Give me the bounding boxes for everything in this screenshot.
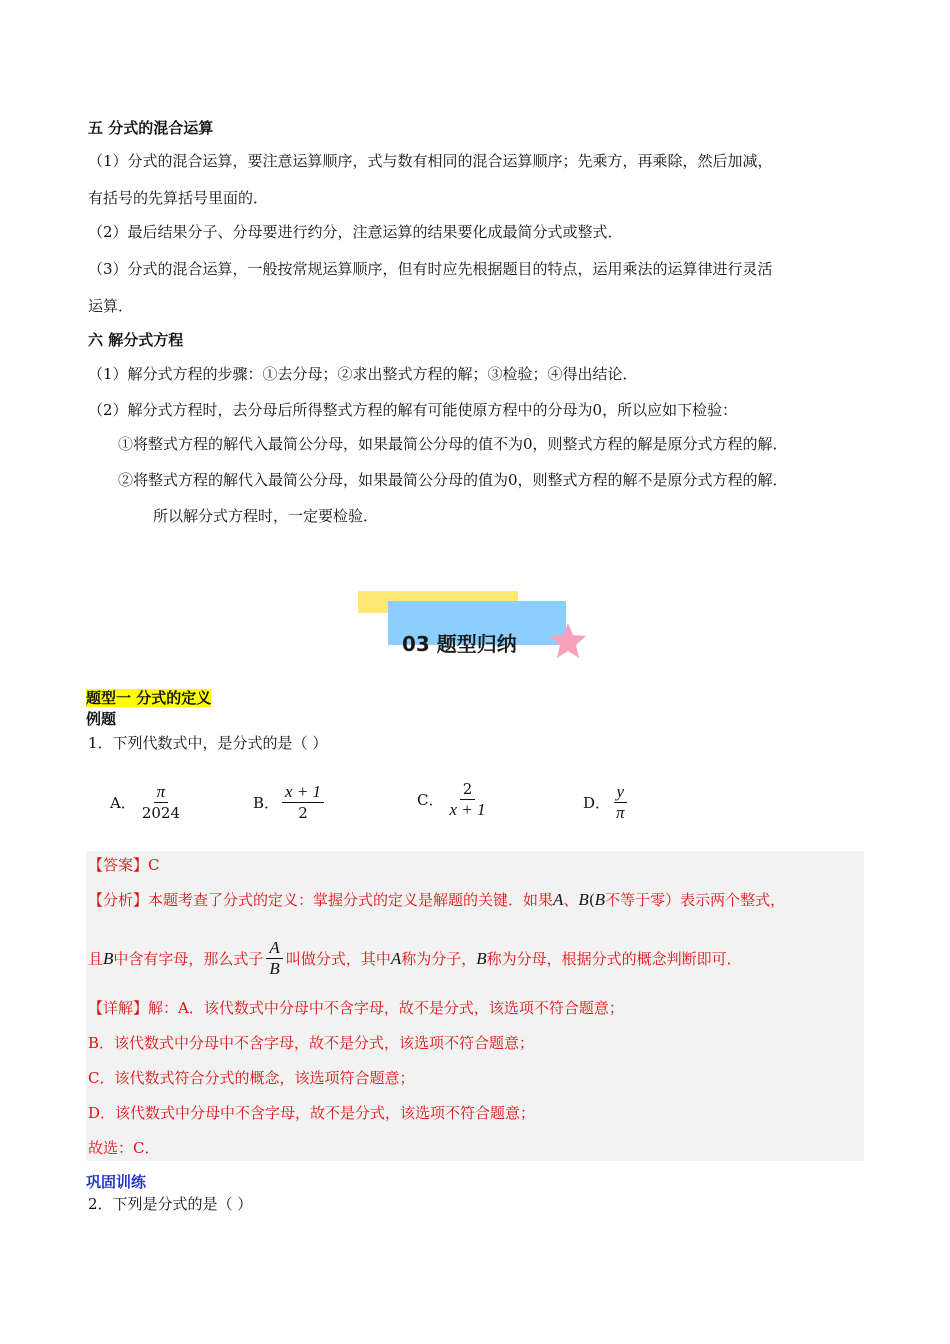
analysis2-d: 叫做分式，其中 [285,950,391,968]
section6-title: 六 解分式方程 [88,331,184,349]
section6-p1: （1）解分式方程的步骤：①去分母；②求出整式方程的解；③检验；④得出结论． [88,365,638,383]
answer-line: 【答案】C [88,856,160,874]
detail-line1: 【详解】解：A．该代数式中分母中不含字母，故不是分式，该选项不符合题意； [88,999,624,1017]
question-2: 2．下列是分式的是（ ） [88,1195,253,1213]
analysis2-var-a: A [390,948,402,968]
type1-title: 题型一 分式的定义 [86,689,212,707]
analysis2-f: 称为分子， [401,950,477,968]
section5-p3b: 运算． [88,297,134,315]
analysis2-var-b: B [103,948,114,968]
option-b-denominator: 2 [298,804,308,822]
analysis2-a: 且 [88,950,104,968]
type1-title-wrap [86,688,211,708]
section6-check2: ②将整式方程的解代入最简公分母，如果最简公分母的值为0，则整式方程的解不是原分式方程的解． [118,471,788,489]
option-b-numerator: x + 1 [282,782,324,803]
star-icon [548,622,588,660]
section6-check1: ①将整式方程的解代入最简公分母，如果最简公分母的值不为0，则整式方程的解是原分式方程的解． [118,435,788,453]
section5-title: 五 分式的混合运算 [88,119,214,137]
option-d-fraction [613,782,628,823]
option-b-fraction [282,782,324,823]
section6-check3: 所以解分式方程时，一定要检验． [153,507,379,525]
analysis-line1: 【分析】本题考查了分式的定义：掌握分式的定义是解题的关键．如果A、B(B不等于零）表示两个整式， [88,890,786,909]
analysis-sep: 、 [563,891,579,909]
banner-title: 03 题型归纳 [402,632,517,656]
analysis-text-b: 不等于零）表示两个整式， [605,891,786,909]
option-d-numerator: y [614,782,628,803]
analysis-text-a: 【分析】本题考查了分式的定义：掌握分式的定义是解题的关键．如果 [88,891,554,909]
option-c-numerator: 2 [460,779,476,800]
analysis-line2 [88,938,742,979]
option-b [253,782,327,823]
option-a [110,782,186,823]
option-a-label: A． [110,794,136,812]
section5-p1a: （1）分式的混合运算，要注意运算顺序，式与数有相同的混合运算顺序；先乘方，再乘除，然后加减， [88,152,773,170]
detail-line4: D．该代数式中分母中不含字母，故不是分式，该选项不符合题意； [88,1104,536,1122]
analysis-var-b: B [578,890,589,909]
analysis2-h: 称为分母，根据分式的概念判断即可． [486,950,742,968]
detail-line2: B．该代数式中分母中不含字母，故不是分式，该选项不符合题意； [88,1034,535,1052]
option-a-denominator: 2024 [141,804,181,822]
analysis2-c: 中含有字母，那么式子 [113,950,264,968]
option-c-fraction [446,779,488,820]
section5-p3a: （3）分式的混合运算，一般按常规运算顺序，但有时应先根据题目的特点，运用乘法的运算律进行灵活 [88,260,773,278]
option-d-label: D． [583,794,611,812]
analysis-var-a: A [553,890,564,909]
analysis2-var-b2: B [476,948,487,968]
analysis-fraction-den: B [269,959,280,978]
option-c-label: C． [417,791,444,809]
detail-line3: C．该代数式符合分式的概念，该选项符合题意； [88,1069,415,1087]
analysis-fraction [266,938,282,979]
detail-line5: 故选：C． [88,1139,160,1157]
analysis-paren-b: B [594,890,606,909]
option-c [417,779,492,820]
option-d [583,782,631,823]
section6-p2: （2）解分式方程时，去分母后所得整式方程的解有可能使原方程中的分母为0，所以应如下检验： [88,401,738,419]
option-c-denominator: x + 1 [449,800,486,819]
option-a-fraction [139,782,183,823]
example-label: 例题 [86,710,117,728]
analysis-fraction-num: A [266,938,282,959]
option-a-numerator: π [154,782,169,803]
question-1: 1．下列代数式中，是分式的是（ ） [88,734,328,752]
practice-label: 巩固训练 [86,1173,147,1191]
option-b-label: B． [253,794,280,812]
option-d-denominator: π [616,803,625,822]
section5-p2: （2）最后结果分子、分母要进行约分，注意运算的结果要化成最简分式或整式． [88,223,623,241]
section5-p1b: 有括号的先算括号里面的． [88,189,269,207]
